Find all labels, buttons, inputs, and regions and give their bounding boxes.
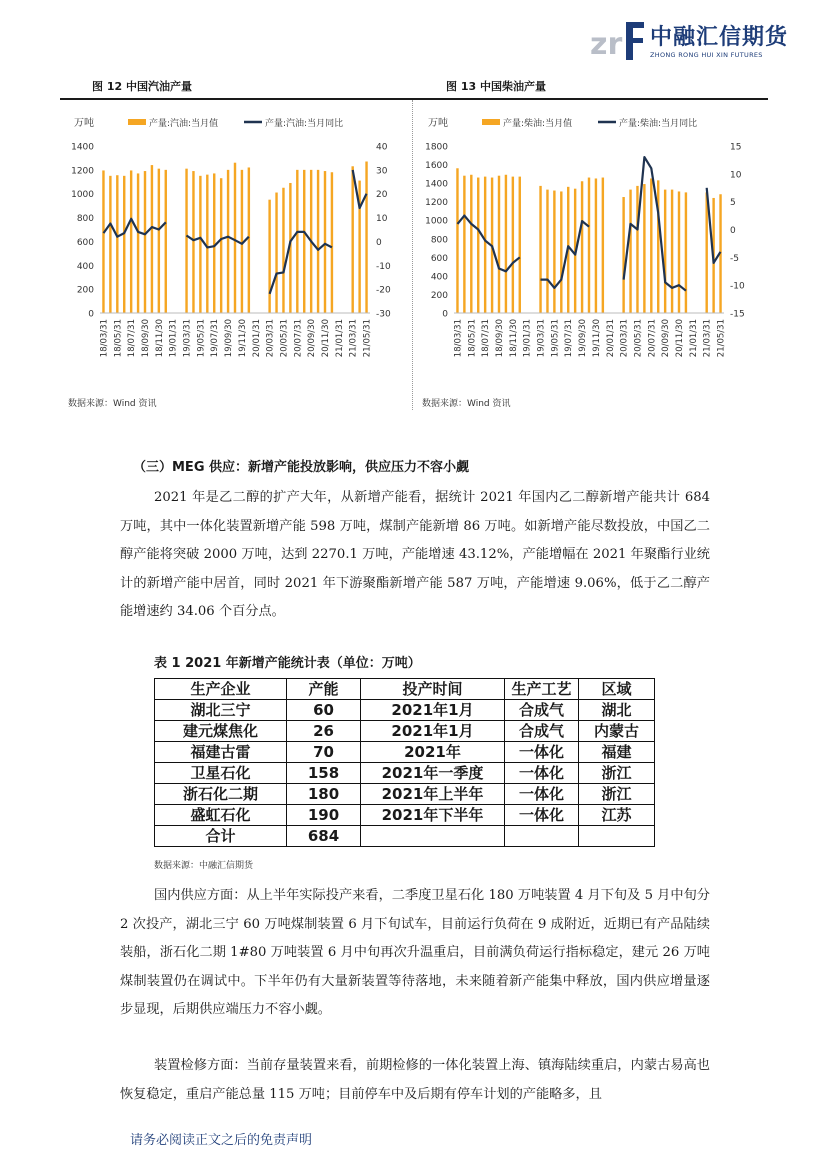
x-tick-label: 19/07/31	[564, 319, 575, 358]
chart-bar	[705, 192, 707, 313]
chart-bar	[317, 170, 319, 313]
x-tick-label: 18/07/31	[127, 319, 138, 358]
table-row	[155, 700, 655, 721]
table-cell: 2021年一季度	[361, 763, 505, 784]
table-cell: 684	[287, 826, 361, 847]
table-cell	[579, 826, 655, 847]
y-left-tick-label: 1000	[71, 190, 94, 201]
y-right-tick-label: 10	[376, 214, 388, 225]
figure-13-source: 数据来源：Wind 资讯	[422, 399, 511, 409]
x-tick-label: 20/07/31	[647, 319, 658, 358]
chart-bar	[629, 190, 631, 313]
y-right-tick-label: -20	[376, 285, 391, 296]
chart-bar	[484, 177, 486, 313]
x-tick-label: 21/01/31	[688, 319, 699, 358]
y-left-tick-label: 1200	[425, 198, 448, 209]
table-cell: 盛虹石化	[155, 805, 287, 826]
y-right-tick-label: 0	[730, 226, 736, 236]
table-cell: 158	[287, 763, 361, 784]
chart-bar	[664, 190, 666, 313]
table-cell: 2021年下半年	[361, 805, 505, 826]
x-tick-label: 21/03/31	[348, 319, 359, 358]
svg-text:zr: zr	[590, 27, 623, 62]
table-cell: 江苏	[579, 805, 655, 826]
table-caption: 表 1 2021 年新增产能统计表（单位：万吨）	[154, 656, 421, 671]
chart-bar	[296, 170, 298, 313]
chart-bar	[519, 177, 521, 313]
chart-bar	[303, 170, 305, 313]
chart-bar	[546, 190, 548, 313]
x-tick-label: 18/03/31	[99, 319, 110, 358]
y-right-tick-label: 30	[376, 166, 388, 177]
table-cell: 福建	[579, 742, 655, 763]
y-left-tick-label: 1200	[71, 166, 94, 177]
y-left-tick-label: 200	[430, 290, 448, 301]
table-header-cell: 产能	[287, 679, 361, 700]
table-cell: 70	[287, 742, 361, 763]
table-header-cell: 生产工艺	[505, 679, 579, 700]
legend-bar-label: 产量:汽油:当月值	[149, 119, 219, 129]
y-left-tick-label: 800	[430, 235, 448, 246]
chart-bar	[268, 200, 270, 313]
chart-bar	[158, 169, 160, 313]
x-tick-label: 19/07/31	[210, 319, 221, 358]
y-left-tick-label: 0	[442, 309, 448, 320]
x-tick-label: 19/01/31	[168, 319, 179, 358]
table-cell: 180	[287, 784, 361, 805]
chart-legend	[128, 117, 343, 129]
x-tick-label: 20/01/31	[251, 319, 262, 358]
chart-bar	[650, 178, 652, 313]
x-tick-label: 20/05/31	[279, 319, 290, 358]
chart-bar	[275, 193, 277, 313]
x-tick-label: 18/05/31	[113, 319, 124, 358]
chart-bar	[192, 171, 194, 313]
chart-bar	[581, 181, 583, 313]
column-divider	[412, 100, 413, 410]
paragraph-maintenance: 装置检修方面：当前存量装置来看，前期检修的一体化装置上海、镇海陆续重启，内蒙古易高也恢复稳定，重启产能总量 115 万吨；目前停车中及后期有停车计划的产能略多，且	[120, 1058, 710, 1102]
logo-chinese-name: 中融汇信期货	[650, 25, 789, 50]
chart-bar	[622, 197, 624, 313]
chart-bar	[463, 176, 465, 313]
legend-bar-swatch	[128, 119, 146, 125]
chart-bar	[498, 176, 500, 313]
table-cell: 2021年上半年	[361, 784, 505, 805]
table-cell: 一体化	[505, 784, 579, 805]
chart-bar	[512, 177, 514, 313]
x-tick-label: 18/03/31	[453, 319, 464, 358]
chart-bar	[595, 178, 597, 313]
table-header-cell: 区域	[579, 679, 655, 700]
chart-bar	[206, 175, 208, 313]
y-left-tick-label: 1400	[425, 179, 448, 190]
x-tick-label: 20/11/30	[321, 319, 331, 358]
x-tick-label: 18/09/30	[495, 319, 505, 358]
chart-bar	[685, 192, 687, 313]
x-tick-label: 20/09/30	[661, 319, 672, 358]
x-tick-label: 19/05/31	[196, 319, 207, 358]
y-left-tick-label: 1000	[425, 216, 448, 227]
table-cell: 26	[287, 721, 361, 742]
table-cell: 一体化	[505, 742, 579, 763]
chart-bar	[643, 184, 645, 313]
y-right-tick-label: 5	[730, 198, 736, 209]
x-tick-label: 18/11/30	[508, 319, 519, 358]
table-cell: 卫星石化	[155, 763, 287, 784]
chart-bar	[477, 178, 479, 313]
paragraph-capacity: 2021 年是乙二醇的扩产大年，从新增产能看，据统计 2021 年国内乙二醇新增产能共计 684 万吨，其中一体化装置新增产能 598 万吨，煤制产能新增 86 万吨。如新增产能尽数投放，中国乙二醇产能将突破 2000 万吨，达到 2270.1 万吨，产能增速 43.12%，产能增幅在 2021 年聚酯行业统计的新增产能中居首，同时 2021 年下游聚酯新增产能 587 万吨，产能增速 9.06%，低于乙二醇产能增速约 34.06 个百分点。	[120, 490, 710, 619]
table-cell: 190	[287, 805, 361, 826]
y-right-tick-label: 0	[376, 237, 382, 248]
x-tick-label: 20/01/31	[605, 319, 616, 358]
legend-bar-label: 产量:柴油:当月值	[503, 119, 573, 129]
new-capacity-table	[154, 678, 655, 847]
chart-bar	[248, 167, 250, 313]
y-left-tick-label: 1800	[425, 142, 448, 153]
chart-bar	[657, 180, 659, 313]
table-header-cell: 生产企业	[155, 679, 287, 700]
y-right-tick-label: 40	[376, 142, 388, 153]
table-header-row	[155, 679, 655, 700]
x-tick-label: 19/03/31	[182, 319, 193, 358]
y-left-tick-label: 600	[430, 253, 448, 264]
x-tick-label: 19/09/30	[578, 319, 589, 358]
chart-bar	[234, 163, 236, 313]
chart-bar	[220, 178, 222, 313]
chart-bar	[227, 170, 229, 313]
chart-bar	[636, 186, 638, 313]
table-cell: 2021年1月	[361, 721, 505, 742]
table-cell: 浙江	[579, 784, 655, 805]
table-source: 数据来源：中融汇信期货	[154, 861, 254, 871]
chart-bar	[678, 191, 680, 313]
chart-bar	[185, 169, 187, 313]
chart-bar	[165, 170, 167, 313]
table-cell: 福建古雷	[155, 742, 287, 763]
y-right-tick-label: 15	[730, 142, 742, 153]
chart-bar	[151, 165, 153, 313]
table-cell: 合计	[155, 826, 287, 847]
y-left-tick-label: 400	[76, 261, 94, 272]
chart-bar	[588, 178, 590, 313]
table-cell	[361, 826, 505, 847]
chart-unit-label: 万吨	[74, 118, 94, 129]
chart-bar	[456, 168, 458, 313]
chart-bar	[116, 175, 118, 313]
x-tick-label: 21/03/31	[702, 319, 713, 358]
legend-bar-swatch	[482, 119, 500, 125]
logo-mark-icon	[590, 18, 648, 64]
table-cell: 2021年1月	[361, 700, 505, 721]
y-left-tick-label: 1600	[425, 161, 448, 172]
figure-12-title: 图 12 中国汽油产量	[92, 80, 192, 93]
legend-line-label: 产量:汽油:当月同比	[265, 119, 344, 129]
x-tick-label: 21/05/31	[362, 319, 373, 358]
table-cell: 60	[287, 700, 361, 721]
chart-bar	[602, 178, 604, 313]
x-tick-label: 20/11/30	[675, 319, 685, 358]
x-tick-label: 19/05/31	[550, 319, 561, 358]
y-right-tick-label: -30	[376, 309, 391, 320]
x-tick-label: 20/07/31	[293, 319, 304, 358]
table-cell: 合成气	[505, 721, 579, 742]
x-tick-label: 18/09/30	[141, 319, 151, 358]
chart-bar	[282, 188, 284, 313]
y-right-tick-label: -15	[730, 309, 745, 320]
x-tick-label: 19/09/30	[224, 319, 235, 358]
diesel-production-chart	[416, 106, 761, 391]
chart-bar	[351, 166, 353, 313]
gasoline-production-chart	[62, 106, 407, 391]
chart-bar	[539, 186, 541, 313]
chart-bar	[324, 171, 326, 313]
figure-13-title: 图 13 中国柴油产量	[446, 80, 546, 93]
company-logo	[590, 18, 790, 68]
y-left-tick-label: 200	[76, 285, 94, 296]
chart-bar	[560, 191, 562, 313]
paragraph-domestic-supply: 国内供应方面：从上半年实际投产来看，二季度卫星石化 180 万吨装置 4 月下旬及 5 月中旬分 2 次投产，湖北三宁 60 万吨煤制装置 6 月下旬试车，目前运行负荷在 9 成附近，近期已有产品陆续装船，浙石化二期 1#80 万吨装置 6 月中旬再次升温重启，目前满负荷运行指标稳定，建元 26 万吨煤制装置仍在调试中。下半年仍有大量新装置等待落地，未来随着新产能集中释放，国内供应增量逐步显现，后期供应端压力不容小觑。	[120, 888, 710, 1017]
x-tick-label: 20/05/31	[633, 319, 644, 358]
chart-bar	[553, 191, 555, 313]
y-right-tick-label: 10	[730, 170, 742, 181]
table-cell: 湖北	[579, 700, 655, 721]
chart-bar	[137, 173, 139, 313]
y-left-tick-label: 600	[76, 237, 94, 248]
y-left-tick-label: 400	[430, 272, 448, 283]
table-cell: 湖北三宁	[155, 700, 287, 721]
table-row	[155, 721, 655, 742]
x-tick-label: 20/03/31	[265, 319, 276, 358]
header-rule	[60, 98, 768, 100]
table-header-cell: 投产时间	[361, 679, 505, 700]
table-cell: 浙石化二期	[155, 784, 287, 805]
x-tick-label: 20/09/30	[307, 319, 318, 358]
chart-bar	[671, 190, 673, 313]
table-cell: 内蒙古	[579, 721, 655, 742]
chart-bar	[470, 175, 472, 313]
table-row	[155, 826, 655, 847]
x-tick-label: 21/01/31	[334, 319, 345, 358]
x-tick-label: 19/01/31	[522, 319, 533, 358]
chart-bar	[102, 170, 104, 313]
chart-bar	[199, 176, 201, 313]
x-tick-label: 19/11/30	[237, 319, 248, 358]
table-row	[155, 763, 655, 784]
table-cell: 一体化	[505, 763, 579, 784]
y-right-tick-label: -5	[730, 253, 739, 264]
table-row	[155, 784, 655, 805]
table-cell: 合成气	[505, 700, 579, 721]
table-cell: 建元煤焦化	[155, 721, 287, 742]
chart-bar	[130, 170, 132, 313]
y-left-tick-label: 0	[88, 309, 94, 320]
y-left-tick-label: 1400	[71, 142, 94, 153]
x-tick-label: 21/05/31	[716, 319, 727, 358]
chart-bar	[331, 172, 333, 313]
chart-bar	[109, 176, 111, 313]
chart-bar	[365, 162, 367, 313]
legend-line-label: 产量:柴油:当月同比	[619, 119, 698, 129]
table-cell	[505, 826, 579, 847]
x-tick-label: 19/11/30	[591, 319, 602, 358]
section-heading: （三）MEG 供应：新增产能投放影响，供应压力不容小觑	[133, 460, 470, 475]
chart-unit-label: 万吨	[428, 118, 448, 129]
y-right-tick-label: -10	[730, 281, 745, 292]
y-left-tick-label: 800	[76, 214, 94, 225]
chart-bar	[213, 173, 215, 313]
table-row	[155, 742, 655, 763]
figure-12-source: 数据来源：Wind 资讯	[68, 399, 157, 409]
disclaimer-footer: 请务必阅读正文之后的免责声明	[130, 1133, 313, 1148]
y-right-tick-label: 20	[376, 190, 388, 201]
chart-bar	[144, 171, 146, 313]
x-tick-label: 18/11/30	[154, 319, 165, 358]
x-tick-label: 20/03/31	[619, 319, 630, 358]
x-tick-label: 18/07/31	[481, 319, 492, 358]
y-right-tick-label: -10	[376, 261, 391, 272]
table-cell: 一体化	[505, 805, 579, 826]
x-tick-label: 19/03/31	[536, 319, 547, 358]
logo-english-name: ZHONG RONG HUI XIN FUTURES	[650, 51, 763, 59]
chart-bar	[123, 176, 125, 313]
chart-bar	[505, 175, 507, 313]
table-cell: 浙江	[579, 763, 655, 784]
x-tick-label: 18/05/31	[467, 319, 478, 358]
table-row	[155, 805, 655, 826]
chart-legend	[482, 117, 697, 129]
table-cell: 2021年	[361, 742, 505, 763]
